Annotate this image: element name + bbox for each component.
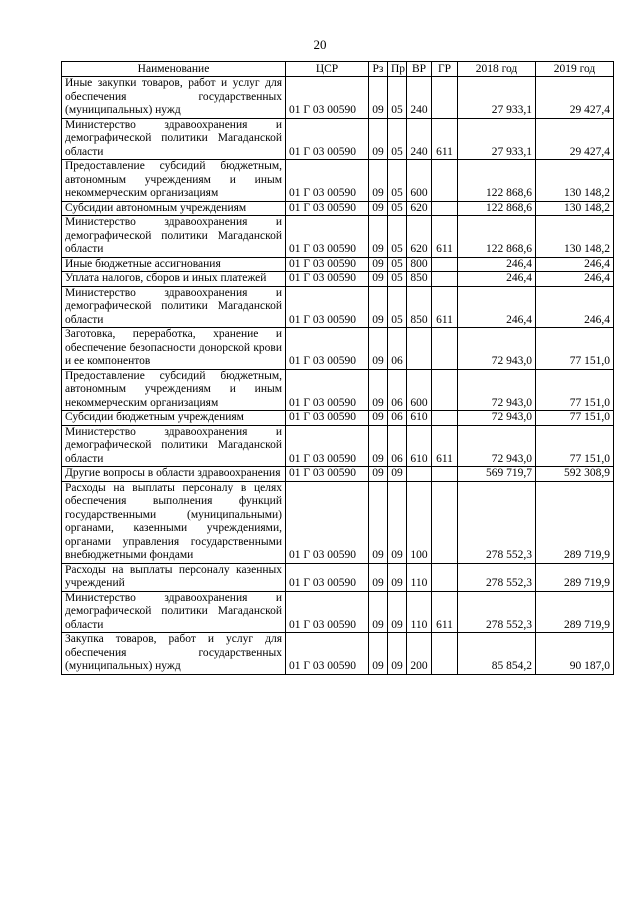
cell-name: Другие вопросы в области здравоохранения [62,467,286,482]
table-header [62,62,614,77]
cell-rz: 09 [369,633,388,675]
cell-csr: 01 Г 03 00590 [286,77,369,119]
cell-vr: 610 [407,425,432,467]
cell-2018: 27 933,1 [458,118,536,160]
cell-gr: 611 [432,591,458,633]
table-row [62,425,614,467]
cell-csr: 01 Г 03 00590 [286,633,369,675]
cell-2018: 278 552,3 [458,563,536,591]
cell-2019: 130 148,2 [536,160,614,202]
cell-gr: 611 [432,286,458,328]
cell-pr: 05 [388,160,407,202]
cell-vr [407,467,432,482]
table-row [62,633,614,675]
cell-rz: 09 [369,77,388,119]
cell-rz: 09 [369,118,388,160]
cell-rz: 09 [369,286,388,328]
cell-2018: 122 868,6 [458,201,536,216]
cell-name: Министерство здравоохранения и демографической политики Магаданской области [62,216,286,258]
table-row [62,411,614,426]
cell-name: Министерство здравоохранения и демографической политики Магаданской области [62,591,286,633]
cell-vr: 850 [407,286,432,328]
cell-rz: 09 [369,160,388,202]
cell-csr: 01 Г 03 00590 [286,411,369,426]
cell-rz: 09 [369,563,388,591]
header-2018: 2018 год [458,62,536,77]
header-csr: ЦСР [286,62,369,77]
table-row [62,77,614,119]
cell-vr: 110 [407,591,432,633]
cell-vr: 850 [407,272,432,287]
cell-name: Расходы на выплаты персоналу в целях обеспечения выполнения функций государственными (муниципальными) органами, казенными учреждениями, органами управления государственными внебюджетными фондами [62,481,286,563]
cell-vr: 100 [407,481,432,563]
cell-2018: 27 933,1 [458,77,536,119]
cell-gr [432,467,458,482]
cell-name: Субсидии бюджетным учреждениям [62,411,286,426]
cell-gr [432,481,458,563]
cell-pr: 05 [388,216,407,258]
cell-2018: 278 552,3 [458,481,536,563]
cell-gr [432,201,458,216]
header-vr: ВР [407,62,432,77]
cell-2019: 130 148,2 [536,216,614,258]
cell-gr [432,77,458,119]
cell-name: Предоставление субсидий бюджетным, автономным учреждениям и иным некоммерческим организациям [62,369,286,411]
cell-pr: 05 [388,257,407,272]
cell-2018: 246,4 [458,286,536,328]
cell-rz: 09 [369,369,388,411]
cell-pr: 06 [388,411,407,426]
cell-csr: 01 Г 03 00590 [286,160,369,202]
cell-rz: 09 [369,272,388,287]
cell-pr: 05 [388,201,407,216]
cell-pr: 05 [388,118,407,160]
cell-vr [407,328,432,370]
cell-2019: 592 308,9 [536,467,614,482]
cell-gr: 611 [432,216,458,258]
header-2019: 2019 год [536,62,614,77]
cell-gr [432,160,458,202]
cell-pr: 06 [388,328,407,370]
cell-2018: 85 854,2 [458,633,536,675]
cell-2018: 569 719,7 [458,467,536,482]
cell-2019: 289 719,9 [536,591,614,633]
cell-csr: 01 Г 03 00590 [286,201,369,216]
cell-pr: 05 [388,77,407,119]
cell-csr: 01 Г 03 00590 [286,328,369,370]
cell-rz: 09 [369,201,388,216]
header-row [62,62,614,77]
cell-csr: 01 Г 03 00590 [286,118,369,160]
table-row [62,328,614,370]
cell-gr [432,328,458,370]
cell-2018: 246,4 [458,257,536,272]
cell-2019: 246,4 [536,272,614,287]
cell-2019: 29 427,4 [536,77,614,119]
cell-vr: 600 [407,369,432,411]
cell-gr [432,369,458,411]
cell-rz: 09 [369,591,388,633]
table-row [62,257,614,272]
cell-csr: 01 Г 03 00590 [286,272,369,287]
table-row [62,591,614,633]
cell-gr [432,563,458,591]
table-row [62,118,614,160]
table-row [62,563,614,591]
cell-2019: 289 719,9 [536,481,614,563]
cell-name: Расходы на выплаты персоналу казенных учреждений [62,563,286,591]
cell-csr: 01 Г 03 00590 [286,467,369,482]
cell-name: Министерство здравоохранения и демографической политики Магаданской области [62,286,286,328]
cell-vr: 620 [407,201,432,216]
cell-pr: 09 [388,481,407,563]
cell-2019: 246,4 [536,257,614,272]
table-row [62,216,614,258]
table-row [62,286,614,328]
cell-vr: 110 [407,563,432,591]
cell-name: Министерство здравоохранения и демографической политики Магаданской области [62,425,286,467]
cell-2019: 90 187,0 [536,633,614,675]
cell-csr: 01 Г 03 00590 [286,481,369,563]
cell-name: Заготовка, переработка, хранение и обеспечение безопасности донорской крови и ее компонентов [62,328,286,370]
header-gr: ГР [432,62,458,77]
cell-rz: 09 [369,216,388,258]
cell-pr: 09 [388,563,407,591]
cell-pr: 09 [388,633,407,675]
cell-gr [432,633,458,675]
cell-csr: 01 Г 03 00590 [286,286,369,328]
budget-table [61,61,614,675]
cell-2019: 77 151,0 [536,369,614,411]
cell-rz: 09 [369,425,388,467]
cell-name: Иные бюджетные ассигнования [62,257,286,272]
cell-2019: 77 151,0 [536,411,614,426]
cell-pr: 09 [388,591,407,633]
cell-name: Иные закупки товаров, работ и услуг для обеспечения государственных (муниципальных) нужд [62,77,286,119]
table-body [62,77,614,675]
cell-rz: 09 [369,467,388,482]
cell-name: Уплата налогов, сборов и иных платежей [62,272,286,287]
table-row [62,369,614,411]
cell-name: Субсидии автономным учреждениям [62,201,286,216]
cell-vr: 610 [407,411,432,426]
cell-rz: 09 [369,328,388,370]
table-row [62,467,614,482]
cell-2018: 72 943,0 [458,328,536,370]
header-rz: Рз [369,62,388,77]
cell-2018: 72 943,0 [458,425,536,467]
cell-2019: 130 148,2 [536,201,614,216]
cell-pr: 05 [388,272,407,287]
cell-gr: 611 [432,425,458,467]
cell-pr: 05 [388,286,407,328]
cell-pr: 09 [388,467,407,482]
cell-2018: 72 943,0 [458,369,536,411]
cell-vr: 620 [407,216,432,258]
cell-gr: 611 [432,118,458,160]
table-row [62,160,614,202]
cell-vr: 240 [407,77,432,119]
table-row [62,201,614,216]
cell-2019: 29 427,4 [536,118,614,160]
cell-2018: 122 868,6 [458,216,536,258]
cell-rz: 09 [369,411,388,426]
cell-2019: 289 719,9 [536,563,614,591]
cell-2019: 246,4 [536,286,614,328]
cell-2019: 77 151,0 [536,425,614,467]
cell-vr: 800 [407,257,432,272]
cell-csr: 01 Г 03 00590 [286,216,369,258]
cell-gr [432,411,458,426]
cell-name: Закупка товаров, работ и услуг для обеспечения государственных (муниципальных) нужд [62,633,286,675]
cell-rz: 09 [369,257,388,272]
cell-gr [432,272,458,287]
cell-csr: 01 Г 03 00590 [286,591,369,633]
cell-csr: 01 Г 03 00590 [286,425,369,467]
cell-name: Предоставление субсидий бюджетным, автономным учреждениям и иным некоммерческим организациям [62,160,286,202]
cell-vr: 200 [407,633,432,675]
cell-csr: 01 Г 03 00590 [286,563,369,591]
cell-2018: 246,4 [458,272,536,287]
cell-csr: 01 Г 03 00590 [286,369,369,411]
cell-name: Министерство здравоохранения и демографической политики Магаданской области [62,118,286,160]
cell-2019: 77 151,0 [536,328,614,370]
cell-pr: 06 [388,425,407,467]
cell-csr: 01 Г 03 00590 [286,257,369,272]
table-row [62,272,614,287]
cell-vr: 600 [407,160,432,202]
page-number: 20 [313,37,327,52]
cell-vr: 240 [407,118,432,160]
cell-2018: 122 868,6 [458,160,536,202]
cell-pr: 06 [388,369,407,411]
header-name: Наименование [62,62,286,77]
cell-gr [432,257,458,272]
table-row [62,481,614,563]
header-pr: Пр [388,62,407,77]
cell-2018: 278 552,3 [458,591,536,633]
cell-2018: 72 943,0 [458,411,536,426]
cell-rz: 09 [369,481,388,563]
